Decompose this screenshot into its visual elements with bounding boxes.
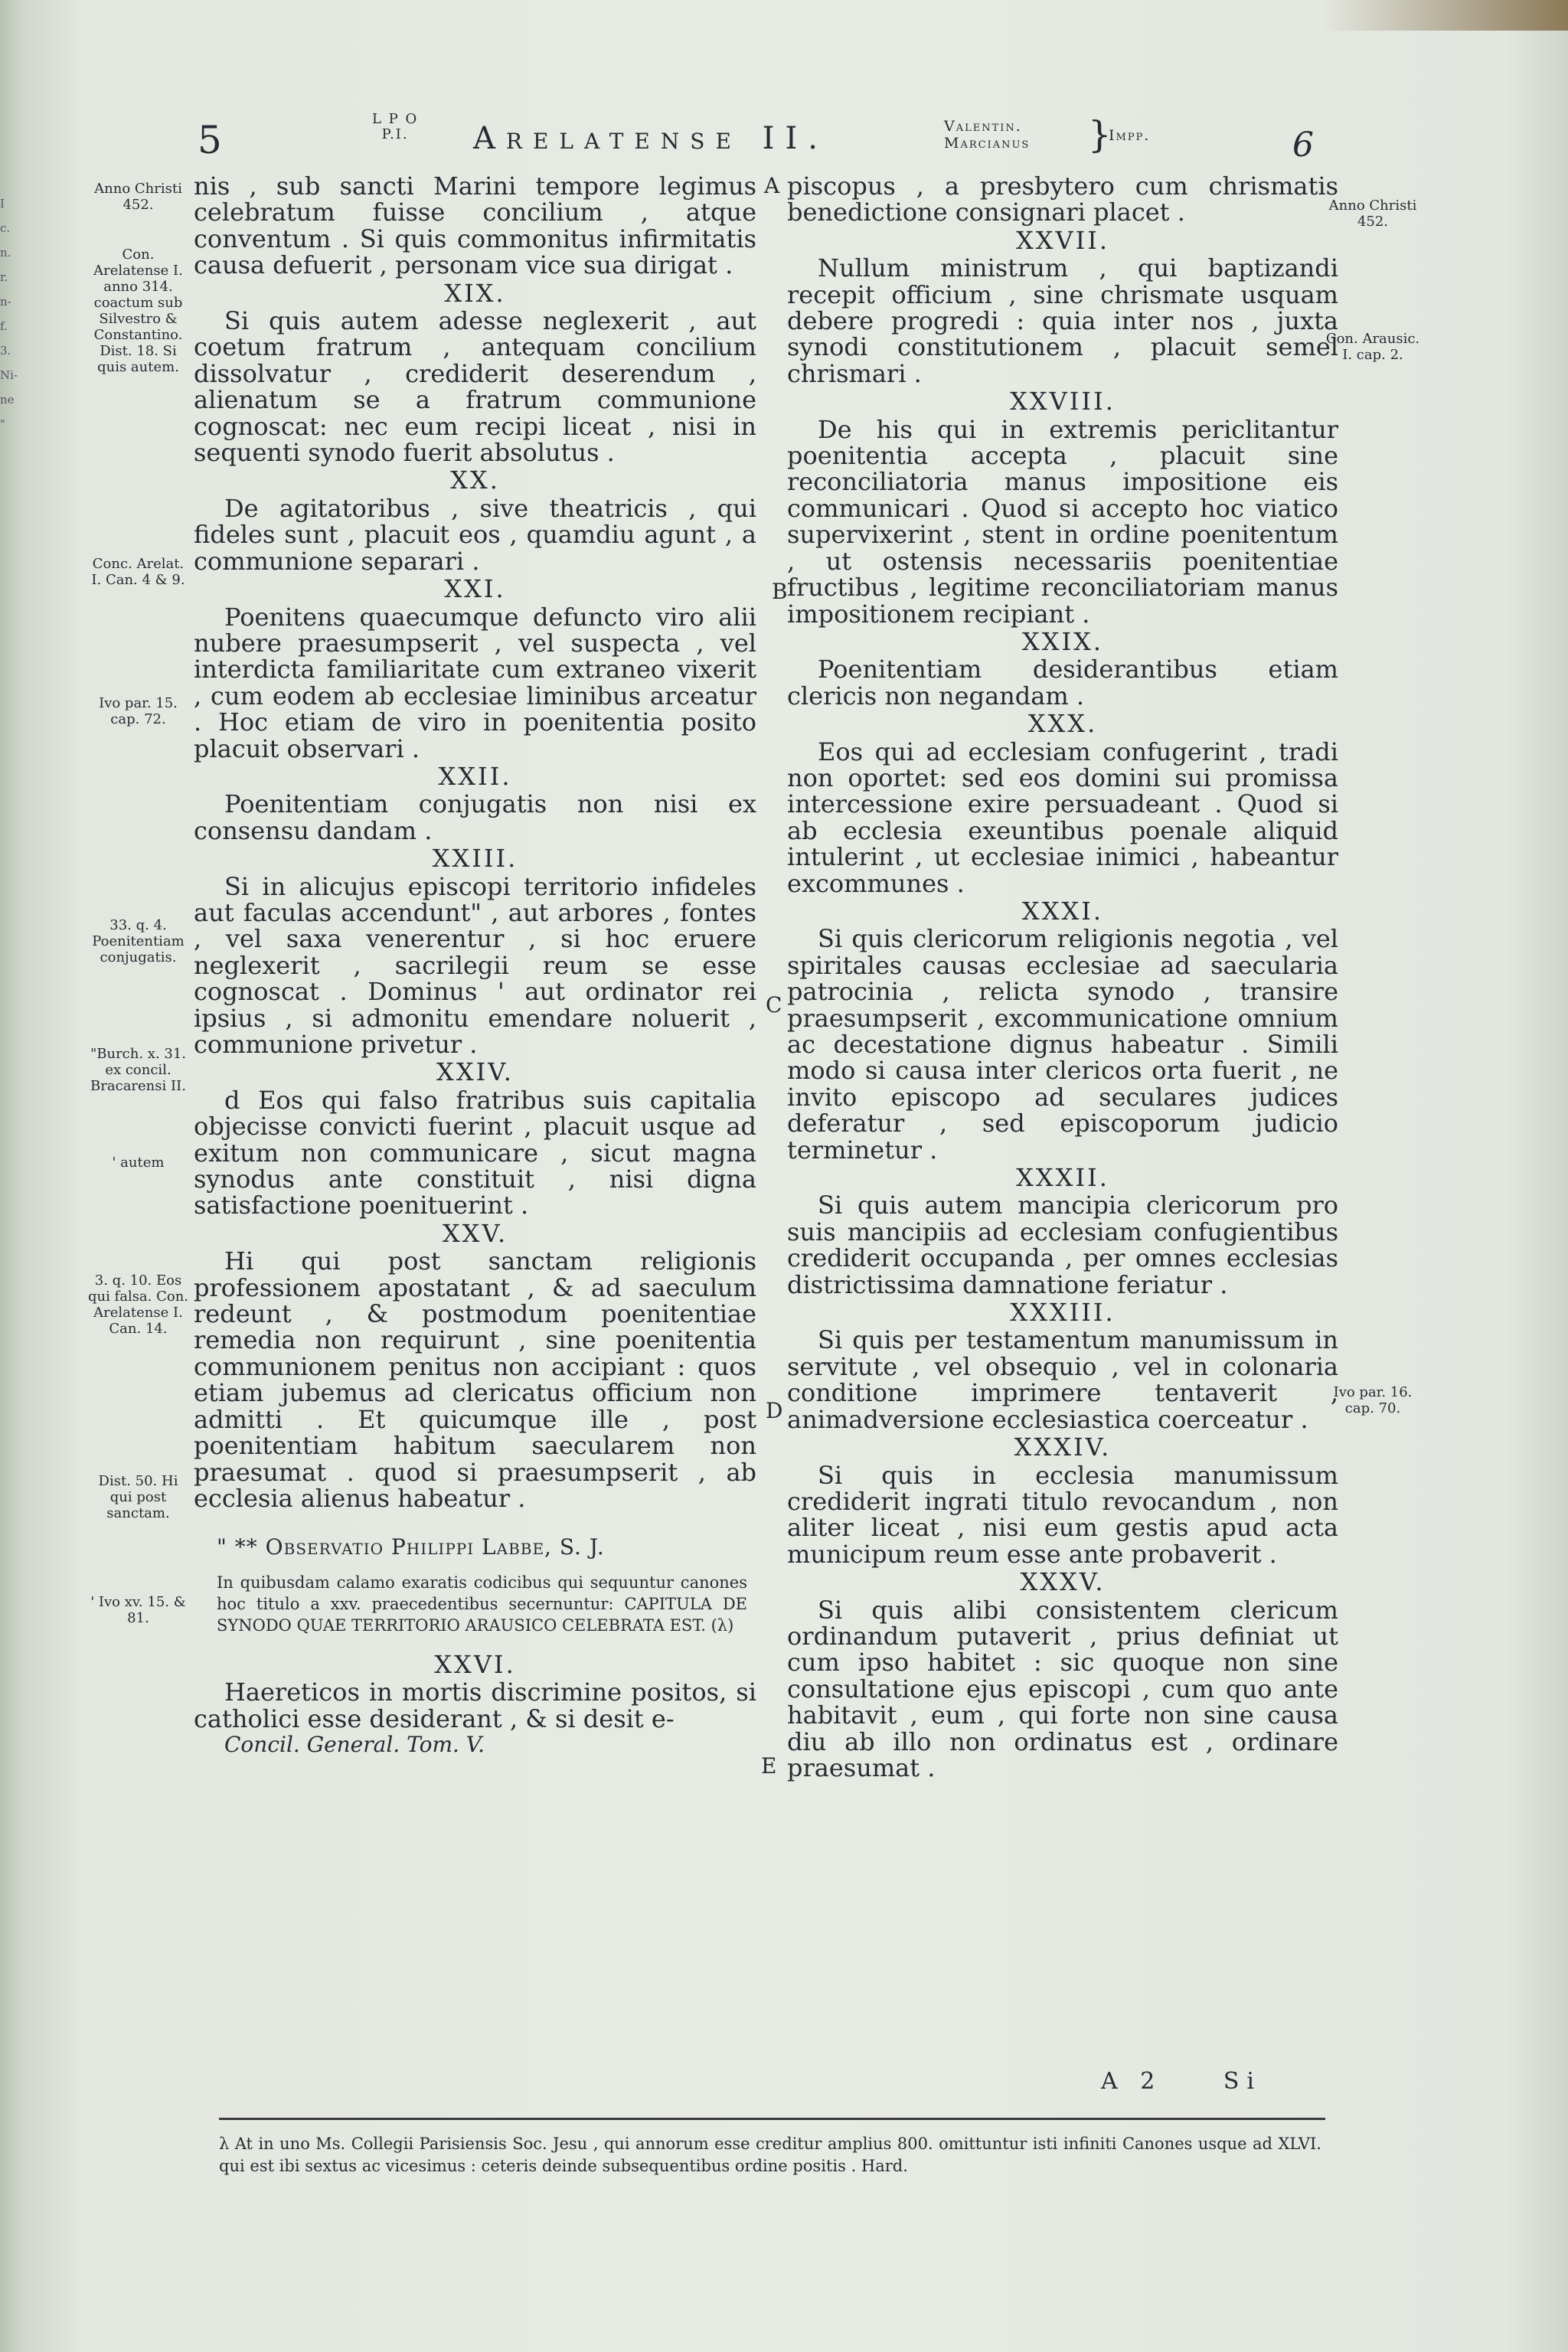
page-number-right: 6 xyxy=(1292,126,1314,165)
section-letter: A xyxy=(764,173,780,198)
paragraph: Poenitentiam desiderantibus etiam clericis non negandam . xyxy=(787,655,1338,710)
right-column xyxy=(787,173,1338,1781)
paragraph: Hi qui post sanctam religionis professionem apostatant , & ad saeculum redeunt , & postmodum poenitentiae remedia non requirunt , sine poenitentia communionem penitus non accipiant : quos etiam jubemus ad clericatus officium non admitti . Et quicumque ille , post poenitentiam habitum saecularem non praesumat . quod si praesumpserit , ab ecclesia alienus habeatur . xyxy=(194,1246,756,1513)
page-corner-shadow xyxy=(1323,0,1568,31)
paragraph: Si quis per testamentum manumissum in servitute , vel obsequio , vel in colonaria conditione imprimere tentaverit , animadversione ecclesiastica coerceatur . xyxy=(787,1325,1338,1434)
paragraph: Si quis in ecclesia manumissum crediderit ingrati titulo revocandum , non aliter liceat , nisi eum gestis apud acta municipum reum esse ante probaverit . xyxy=(787,1460,1338,1569)
gutter-fragment: Ni- xyxy=(0,368,18,382)
gutter-fragment: n. xyxy=(0,246,11,260)
header-ruler: Marcianus xyxy=(944,135,1031,152)
canon-number: XXV. xyxy=(442,1218,508,1248)
canon-number: XXIX. xyxy=(1021,626,1104,656)
gutter-fragment: r. xyxy=(0,270,8,284)
header-lpo-line: P.I. xyxy=(381,126,409,142)
margin-anno-left: Anno Christi 452. xyxy=(94,181,182,213)
running-header xyxy=(21,107,1568,168)
gutter-fragment: 3. xyxy=(0,344,11,358)
margin-note: 3. q. 10. Eos qui falsa. Con. Arelatense I. Can. 14. xyxy=(87,1272,189,1337)
paragraph: Poenitentiam conjugatis non nisi ex consensu dandam . xyxy=(194,789,756,845)
margin-note: Ivo par. 15. cap. 72. xyxy=(99,695,178,727)
paragraph: Nullum ministrum , qui baptizandi recepit officium , sine chrismate usquam debere progredi : quia inter nos , juxta synodi constitutionem , placuit semel chrismari . xyxy=(787,253,1338,388)
paragraph: De agitatoribus , sive theatricis , qui fideles sunt , placuit eos , quamdiu agunt , a communione separari . xyxy=(194,493,756,576)
margin-note: Con. Arausic. I. cap. 2. xyxy=(1325,331,1420,363)
left-column xyxy=(194,173,756,1758)
paragraph: Si quis alibi consistentem clericum ordinandum putaverit , prius definiat ut cum ipso habitet : sic quoque non sine consultatione ejus episcopi , cum quo ante habitavit , eum , qui forte non sine causa diu ab illo non ordinatus est , ordinare praesumat . xyxy=(787,1595,1338,1782)
header-brace: } xyxy=(1088,113,1112,156)
canon-number: XXIII. xyxy=(432,844,518,874)
observation-text: In quibusdam calamo exaratis codicibus qui sequuntur canones hoc titulo a xxv. praecedentibus secernuntur: CAPITULA DE SYNODO QUAE TERRITORIO ARAUSICO CELEBRATA EST. (λ) xyxy=(217,1573,747,1635)
paragraph: De his qui in extremis periclitantur poenitentia accepta , placuit sine reconciliatoria manus impositione eis communicari . Quod si accepto hoc viatico supervixerint , stent in ordine poenitentum , ut ostensis necessariis poenitentiae fructibus , legitime reconciliatoriam manus impositionem recipiant . xyxy=(787,414,1338,629)
gutter-fragment: I xyxy=(0,197,5,211)
paragraph: Si quis autem mancipia clericorum pro suis mancipiis ad ecclesiam confugientibus crediderit occupanda , per omnes ecclesias districtissima damnatione feriatur . xyxy=(787,1191,1338,1299)
margin-note: Ivo par. 16. cap. 70. xyxy=(1333,1384,1413,1416)
page-number-left: 5 xyxy=(198,118,222,162)
canon-number: XXVIII. xyxy=(1010,387,1116,416)
book-page xyxy=(21,0,1568,2352)
observation-title: " ** Observatio Philippi Labbe, S. J. xyxy=(217,1534,605,1560)
paragraph: Si in alicujus episcopi territorio infideles aut faculas accendunt" , aut arbores , fontes , vel saxa venerentur , si hoc eruere neglexerit , sacrilegii reum se esse cognoscat . Dominus ' aut ordinator rei ipsius , si admonitu emendare noluerit , communione privetur . xyxy=(194,871,756,1059)
margin-note: ' Ivo xv. 15. & 81. xyxy=(90,1594,186,1626)
canon-number: XXXIII. xyxy=(1010,1298,1116,1328)
paragraph: Si quis autem adesse neglexerit , aut coetum fratrum , antequam concilium dissolvatur , crediderit deserendum , alienatum se a fratrum communione cognoscat: nec eum recipi liceat , nisi in sequenti synodo fuerit absolutus . xyxy=(194,306,756,468)
margin-note: ' autem xyxy=(112,1155,165,1171)
canon-number: XXVI. xyxy=(434,1649,516,1679)
margin-note: 33. q. 4. Poenitentiam conjugatis. xyxy=(92,917,185,965)
signature-text: A 2 xyxy=(1101,2068,1163,2095)
header-rulers xyxy=(944,118,1030,152)
header-lpo xyxy=(372,112,418,142)
header-lpo-line: L P O xyxy=(372,111,419,127)
canon-number: XXXV. xyxy=(1020,1567,1106,1597)
paragraph: Haereticos in mortis discrimine positos, si catholici esse desiderant , & si desit e- xyxy=(194,1677,756,1733)
canon-number: XXIV. xyxy=(436,1057,514,1087)
signature-mark-right xyxy=(1101,2068,1262,2095)
signature-mark: Concil. General. Tom. V. xyxy=(224,1731,485,1757)
section-letter: D xyxy=(766,1398,783,1423)
margin-note: Con. Arelatense I. anno 314. coactum sub Silvestro & Constantino. Dist. 18. Si quis autem. xyxy=(93,247,183,375)
catchword: Si xyxy=(1223,2068,1262,2095)
paragraph: piscopus , a presbytero cum chrismatis benedictione consignari placet . xyxy=(787,172,1338,227)
binding-gutter xyxy=(0,0,21,2352)
gutter-fragment: ne xyxy=(0,393,15,407)
canon-number: XX. xyxy=(450,466,500,495)
paragraph: Eos qui ad ecclesiam confugerint , tradi non oportet: sed eos domini sui promissa intercessione exire persuadeant . Quod si ab ecclesia exeuntibus poenale aliquid intulerint , ut ecclesiae inimici , habeantur excommunes . xyxy=(787,737,1338,898)
section-letter: B xyxy=(772,579,788,604)
section-letter: E xyxy=(761,1753,777,1779)
section-letter: C xyxy=(766,992,782,1018)
canon-number: XXI. xyxy=(444,574,506,604)
margin-note: Dist. 50. Hi qui post sanctam. xyxy=(98,1473,178,1521)
paragraph: nis , sub sancti Marini tempore legimus celebratum fuisse concilium , atque conventum . Si quis commonitus infirmitatis causa defuerit , personam vice sua dirigat . xyxy=(194,172,756,280)
gutter-fragment: " xyxy=(0,417,5,431)
canon-number: XXVII. xyxy=(1015,225,1110,255)
paragraph: Si quis clericorum religionis negotia , vel spiritales causas ecclesiae ad saecularia patrocinia , relicta synodo , transire praesumpserit , excommunicatione omnium ac decestatione dignus habeatur . Simili modo si causa inter clericos orta fuerit , ne invito episcopo ad seculares judices deferatur , sed episcoporum judicio terminetur . xyxy=(787,924,1338,1165)
header-title: Arelatense II. xyxy=(473,121,828,156)
footnote: λ At in uno Ms. Collegii Parisiensis Soc. Jesu , qui annorum esse creditur amplius 800. omittuntur isti infiniti Canones usque ad XLVI. qui est ibi sextus ac vicesimus : ceteris deinde subsequentibus ordine positis . Hard. xyxy=(219,2135,1321,2175)
header-ruler: Valentin. xyxy=(944,118,1022,135)
paragraph: d Eos qui falso fratribus suis capitalia objecisse convicti fuerint , placuit usque ad exitum non communicare , sicut magna synodus ante constituit , nisi digna satisfactione poenituerint . xyxy=(194,1085,756,1220)
footnote-rule xyxy=(219,2118,1325,2120)
gutter-fragments xyxy=(0,191,21,436)
gutter-fragment: n- xyxy=(0,295,11,309)
gutter-fragment: f. xyxy=(0,319,8,333)
canon-number: XIX. xyxy=(444,278,506,308)
canon-number: XXXIV. xyxy=(1014,1432,1112,1462)
margin-note: Conc. Arelat. I. Can. 4 & 9. xyxy=(91,556,185,588)
header-impp: Impp. xyxy=(1109,127,1151,144)
margin-note: "Burch. x. 31. ex concil. Bracarensi II. xyxy=(90,1046,187,1094)
paragraph: Poenitens quaecumque defuncto viro alii nubere praesumpserit , vel suspecta , vel interdicta familiaritate cum extraneo vixerit , cum eodem ab ecclesiae liminibus arceatur . Hoc etiam de viro in poenitentia posito placuit observari . xyxy=(194,602,756,763)
canon-number: XXII. xyxy=(438,761,512,791)
canon-number: XXXI. xyxy=(1021,896,1104,926)
canon-number: XXX. xyxy=(1027,709,1098,739)
margin-anno-right: Anno Christi 452. xyxy=(1328,198,1417,230)
canon-number: XXXII. xyxy=(1016,1163,1109,1193)
gutter-fragment: c. xyxy=(0,221,11,235)
